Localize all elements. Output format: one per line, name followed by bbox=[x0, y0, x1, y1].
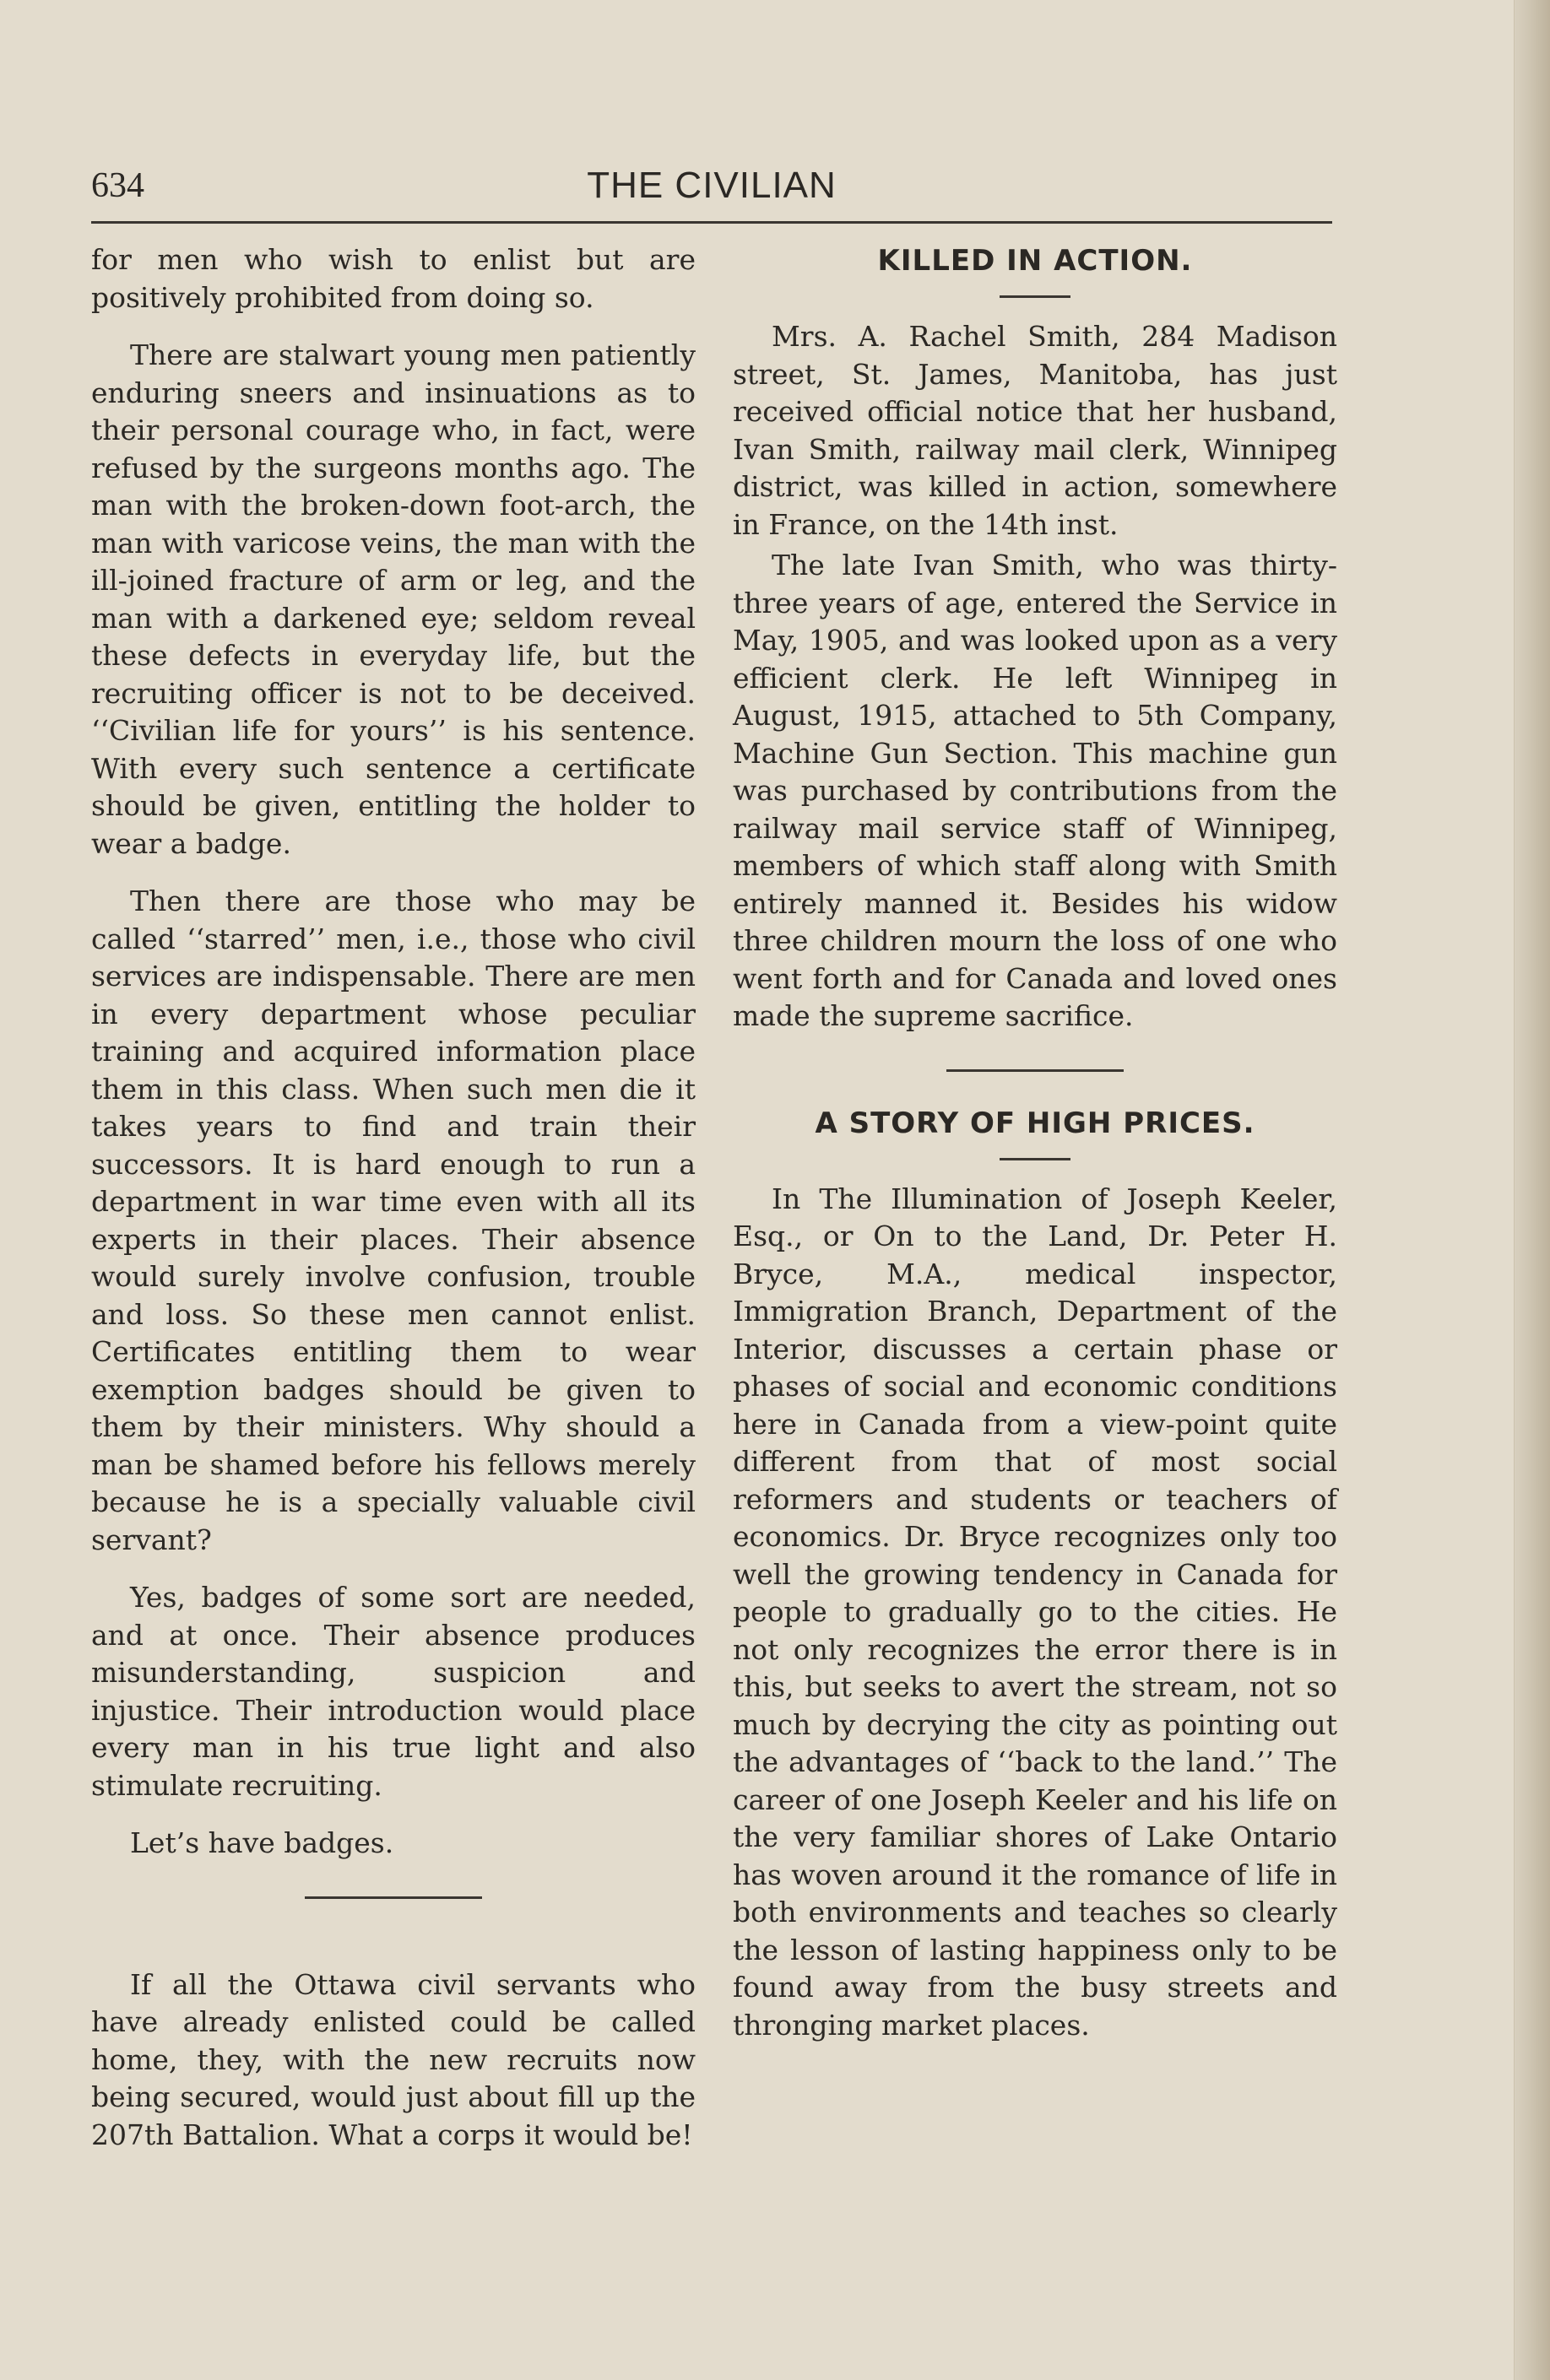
header-rule bbox=[91, 221, 1332, 224]
paragraph: Mrs. A. Rachel Smith, 284 Madison street, St. James, Manitoba, has just received official notice that her husband, Ivan Smith, railway mail clerk, Winnipeg district, was killed in action, somewhere in France, on the 14th inst. bbox=[733, 320, 1337, 541]
heading-rule bbox=[1000, 1158, 1070, 1160]
page-header bbox=[91, 160, 1332, 211]
left-column bbox=[91, 241, 696, 2284]
paragraph: In The Illumination of Joseph Keeler, Esq., or On to the Land, Dr. Peter H. Bryce, M.A., medical inspector, Immigration Branch, Department of the Interior, discusses a certain phase or phases of social and economic conditions here in Canada from a view-point quite different from that of most social reformers and students or teachers of economics. Dr. Bryce recognizes only too well the growing tendency in Canada for people to gradually go to the cities. He not only recognizes the error there is in this, but seeks to avert the stream, not so much by decrying the city as pointing out the advantages of ‘‘back to the land.’’ The career of one Joseph Keeler and his life on the very familiar shores of Lake Ontario has woven around it the romance of life in both environments and teaches so clearly the lesson of lasting happiness only to be found away from the busy streets and thronging market places. bbox=[733, 1182, 1337, 2042]
right-column bbox=[733, 241, 1337, 2284]
section-divider bbox=[305, 1896, 482, 1899]
page-edge bbox=[1514, 0, 1550, 2380]
story-heading: A STORY OF HIGH PRICES. bbox=[815, 1106, 1255, 1140]
section-divider bbox=[946, 1069, 1124, 1072]
killed-in-action-heading: KILLED IN ACTION. bbox=[877, 244, 1193, 278]
paragraph: There are stalwart young men patiently enduring sneers and insinuations as to their personal courage who, in fact, were refused by the surgeons months ago. The man with the broken-down foot-arch, the man with varicose veins, the man with the ill-joined fracture of arm or leg, and the man with a darkened eye; seldom reveal these defects in everyday life, but the recruiting officer is not to be deceived. ‘‘Civilian life for yours’’ is his sentence. With every such sentence a certificate should be given, entitling the holder to wear a badge. bbox=[91, 338, 696, 860]
paragraph: Then there are those who may be called ‘‘starred’’ men, i.e., those who civil services are indispensable. There are men in every department whose peculiar training and acquired information place them in this class. When such men die it takes years to find and train their successors. It is hard enough to run a department in war time even with all its experts in their places. Their absence would surely involve confusion, trouble and loss. So these men cannot enlist. Certificates entitling them to wear exemption badges should be given to them by their ministers. Why should a man be shamed before his fellows merely because he is a specially valuable civil servant? bbox=[91, 884, 696, 1556]
closing-note: If all the Ottawa civil servants who have already enlisted could be called home, they, with the new recruits now being secured, would just about fill up the 207th Battalion. What a corps it would be! bbox=[91, 1967, 696, 2151]
paragraph: for men who wish to enlist but are positively prohibited from doing so. bbox=[91, 243, 696, 314]
paragraph: Yes, badges of some sort are needed, and at once. Their absence produces misunderstanding, suspicion and injustice. Their introduction would place every man in his true light and also stimulate recruiting. bbox=[91, 1581, 696, 1802]
paragraph: The late Ivan Smith, who was thirty-three years of age, entered the Service in May, 1905, and was looked upon as a very efficient clerk. He left Winnipeg in August, 1915, attached to 5th Company, Machine Gun Section. This machine gun was purchased by contributions from the railway mail service staff of Winnipeg, members of which staff along with Smith entirely manned it. Besides his widow three children mourn the loss of one who went forth and for Canada and loved ones made the supreme sacrifice. bbox=[733, 549, 1337, 1032]
page-number: 634 bbox=[91, 166, 144, 205]
paragraph: Let’s have badges. bbox=[130, 1826, 394, 1859]
heading-rule bbox=[1000, 295, 1070, 298]
running-title: THE CIVILIAN bbox=[587, 165, 837, 206]
